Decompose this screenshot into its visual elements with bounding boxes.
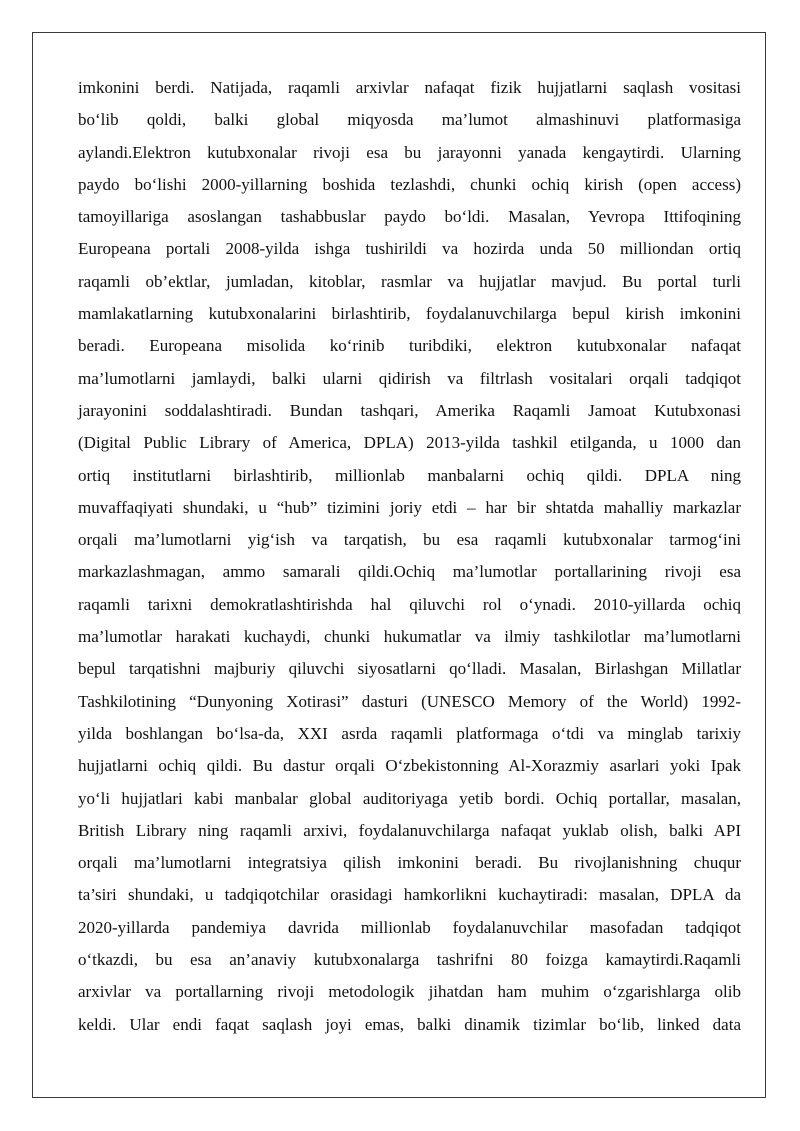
text-line: mamlakatlarning kutubxonalarini birlashtirib, foydalanuvchilarga bepul kirish imkonini: [78, 304, 741, 324]
text-line: paydo bo‘lishi 2000-yillarning boshida tezlashdi, chunki ochiq kirish (open access): [78, 174, 741, 194]
text-line: beradi. Europeana misolida ko‘rinib turibdiki, elektron kutubxonalar nafaqat: [78, 336, 741, 356]
text-line: o‘tkazdi, bu esa an’anaviy kutubxonalarga tashrifni 80 foizga kamaytirdi.Raqamli: [78, 950, 741, 970]
body-text: [78, 72, 741, 1041]
text-line: markazlashmagan, ammo samarali qildi.Ochiq ma’lumotlar portallarining rivoji esa: [78, 562, 741, 582]
text-line: muvaffaqiyati shundaki, u “hub” tizimini joriy etdi – har bir shtatda mahalliy markazlar: [78, 497, 741, 517]
text-line: raqamli tarixni demokratlashtirishda hal qiluvchi rol o‘ynadi. 2010-yillarda ochiq: [78, 594, 741, 614]
text-line: ta’siri shundaki, u tadqiqotchilar orasidagi hamkorlikni kuchaytiradi: masalan, DPLA da: [78, 885, 741, 905]
text-line: ma’lumotlarni jamlaydi, balki ularni qidirish va filtrlash vositalari orqali tadqiqot: [78, 368, 741, 388]
text-line: yo‘li hujjatlari kabi manbalar global auditoriyaga yetib bordi. Ochiq portallar, masalan,: [78, 788, 741, 808]
text-line: (Digital Public Library of America, DPLA) 2013-yilda tashkil etilganda, u 1000 dan: [78, 433, 741, 453]
text-line: jarayonini soddalashtiradi. Bundan tashqari, Amerika Raqamli Jamoat Kutubxonasi: [78, 400, 741, 420]
text-line: raqamli ob’ektlar, jumladan, kitoblar, rasmlar va hujjatlar mavjud. Bu portal turli: [78, 271, 741, 291]
text-line: bo‘lib qoldi, balki global miqyosda ma’lumot almashinuvi platformasiga: [78, 110, 741, 130]
text-line: Europeana portali 2008-yilda ishga tushirildi va hozirda unda 50 milliondan ortiq: [78, 239, 741, 259]
text-line: ortiq institutlarni birlashtirib, millionlab manbalarni ochiq qildi. DPLA ning: [78, 465, 741, 485]
text-line: imkonini berdi. Natijada, raqamli arxivlar nafaqat fizik hujjatlarni saqlash vositasi: [78, 78, 741, 97]
text-line: yilda boshlangan bo‘lsa-da, XXI asrda raqamli platformaga o‘tdi va minglab tarixiy: [78, 723, 741, 743]
text-line: bepul tarqatishni majburiy qiluvchi siyosatlarni qo‘lladi. Masalan, Birlashgan Millatlar: [78, 659, 741, 679]
text-line: orqali ma’lumotlarni integratsiya qilish imkonini beradi. Bu rivojlanishning chuqur: [78, 853, 741, 873]
text-line: British Library ning raqamli arxivi, foydalanuvchilarga nafaqat yuklab olish, balki API: [78, 820, 741, 840]
text-line: tamoyillariga asoslangan tashabbuslar paydo bo‘ldi. Masalan, Yevropa Ittifoqining: [78, 207, 741, 227]
text-line: Tashkilotining “Dunyoning Xotirasi” dasturi (UNESCO Memory of the World) 1992-: [78, 691, 741, 711]
text-line: arxivlar va portallarning rivoji metodologik jihatdan ham muhim o‘zgarishlarga olib: [78, 982, 741, 1002]
text-line: orqali ma’lumotlarni yig‘ish va tarqatish, bu esa raqamli kutubxonalar tarmog‘ini: [78, 530, 741, 550]
text-line: 2020-yillarda pandemiya davrida millionlab foydalanuvchilar masofadan tadqiqot: [78, 917, 741, 937]
text-line: hujjatlarni ochiq qildi. Bu dastur orqali O‘zbekistonning Al-Xorazmiy asarlari yoki Ipak: [78, 756, 741, 776]
text-line: keldi. Ular endi faqat saqlash joyi emas, balki dinamik tizimlar bo‘lib, linked data: [78, 1014, 741, 1034]
text-line: aylandi.Elektron kutubxonalar rivoji esa bu jarayonni yanada kengaytirdi. Ularning: [78, 142, 741, 162]
text-line: ma’lumotlar harakati kuchaydi, chunki hukumatlar va ilmiy tashkilotlar ma’lumotlarni: [78, 627, 741, 647]
